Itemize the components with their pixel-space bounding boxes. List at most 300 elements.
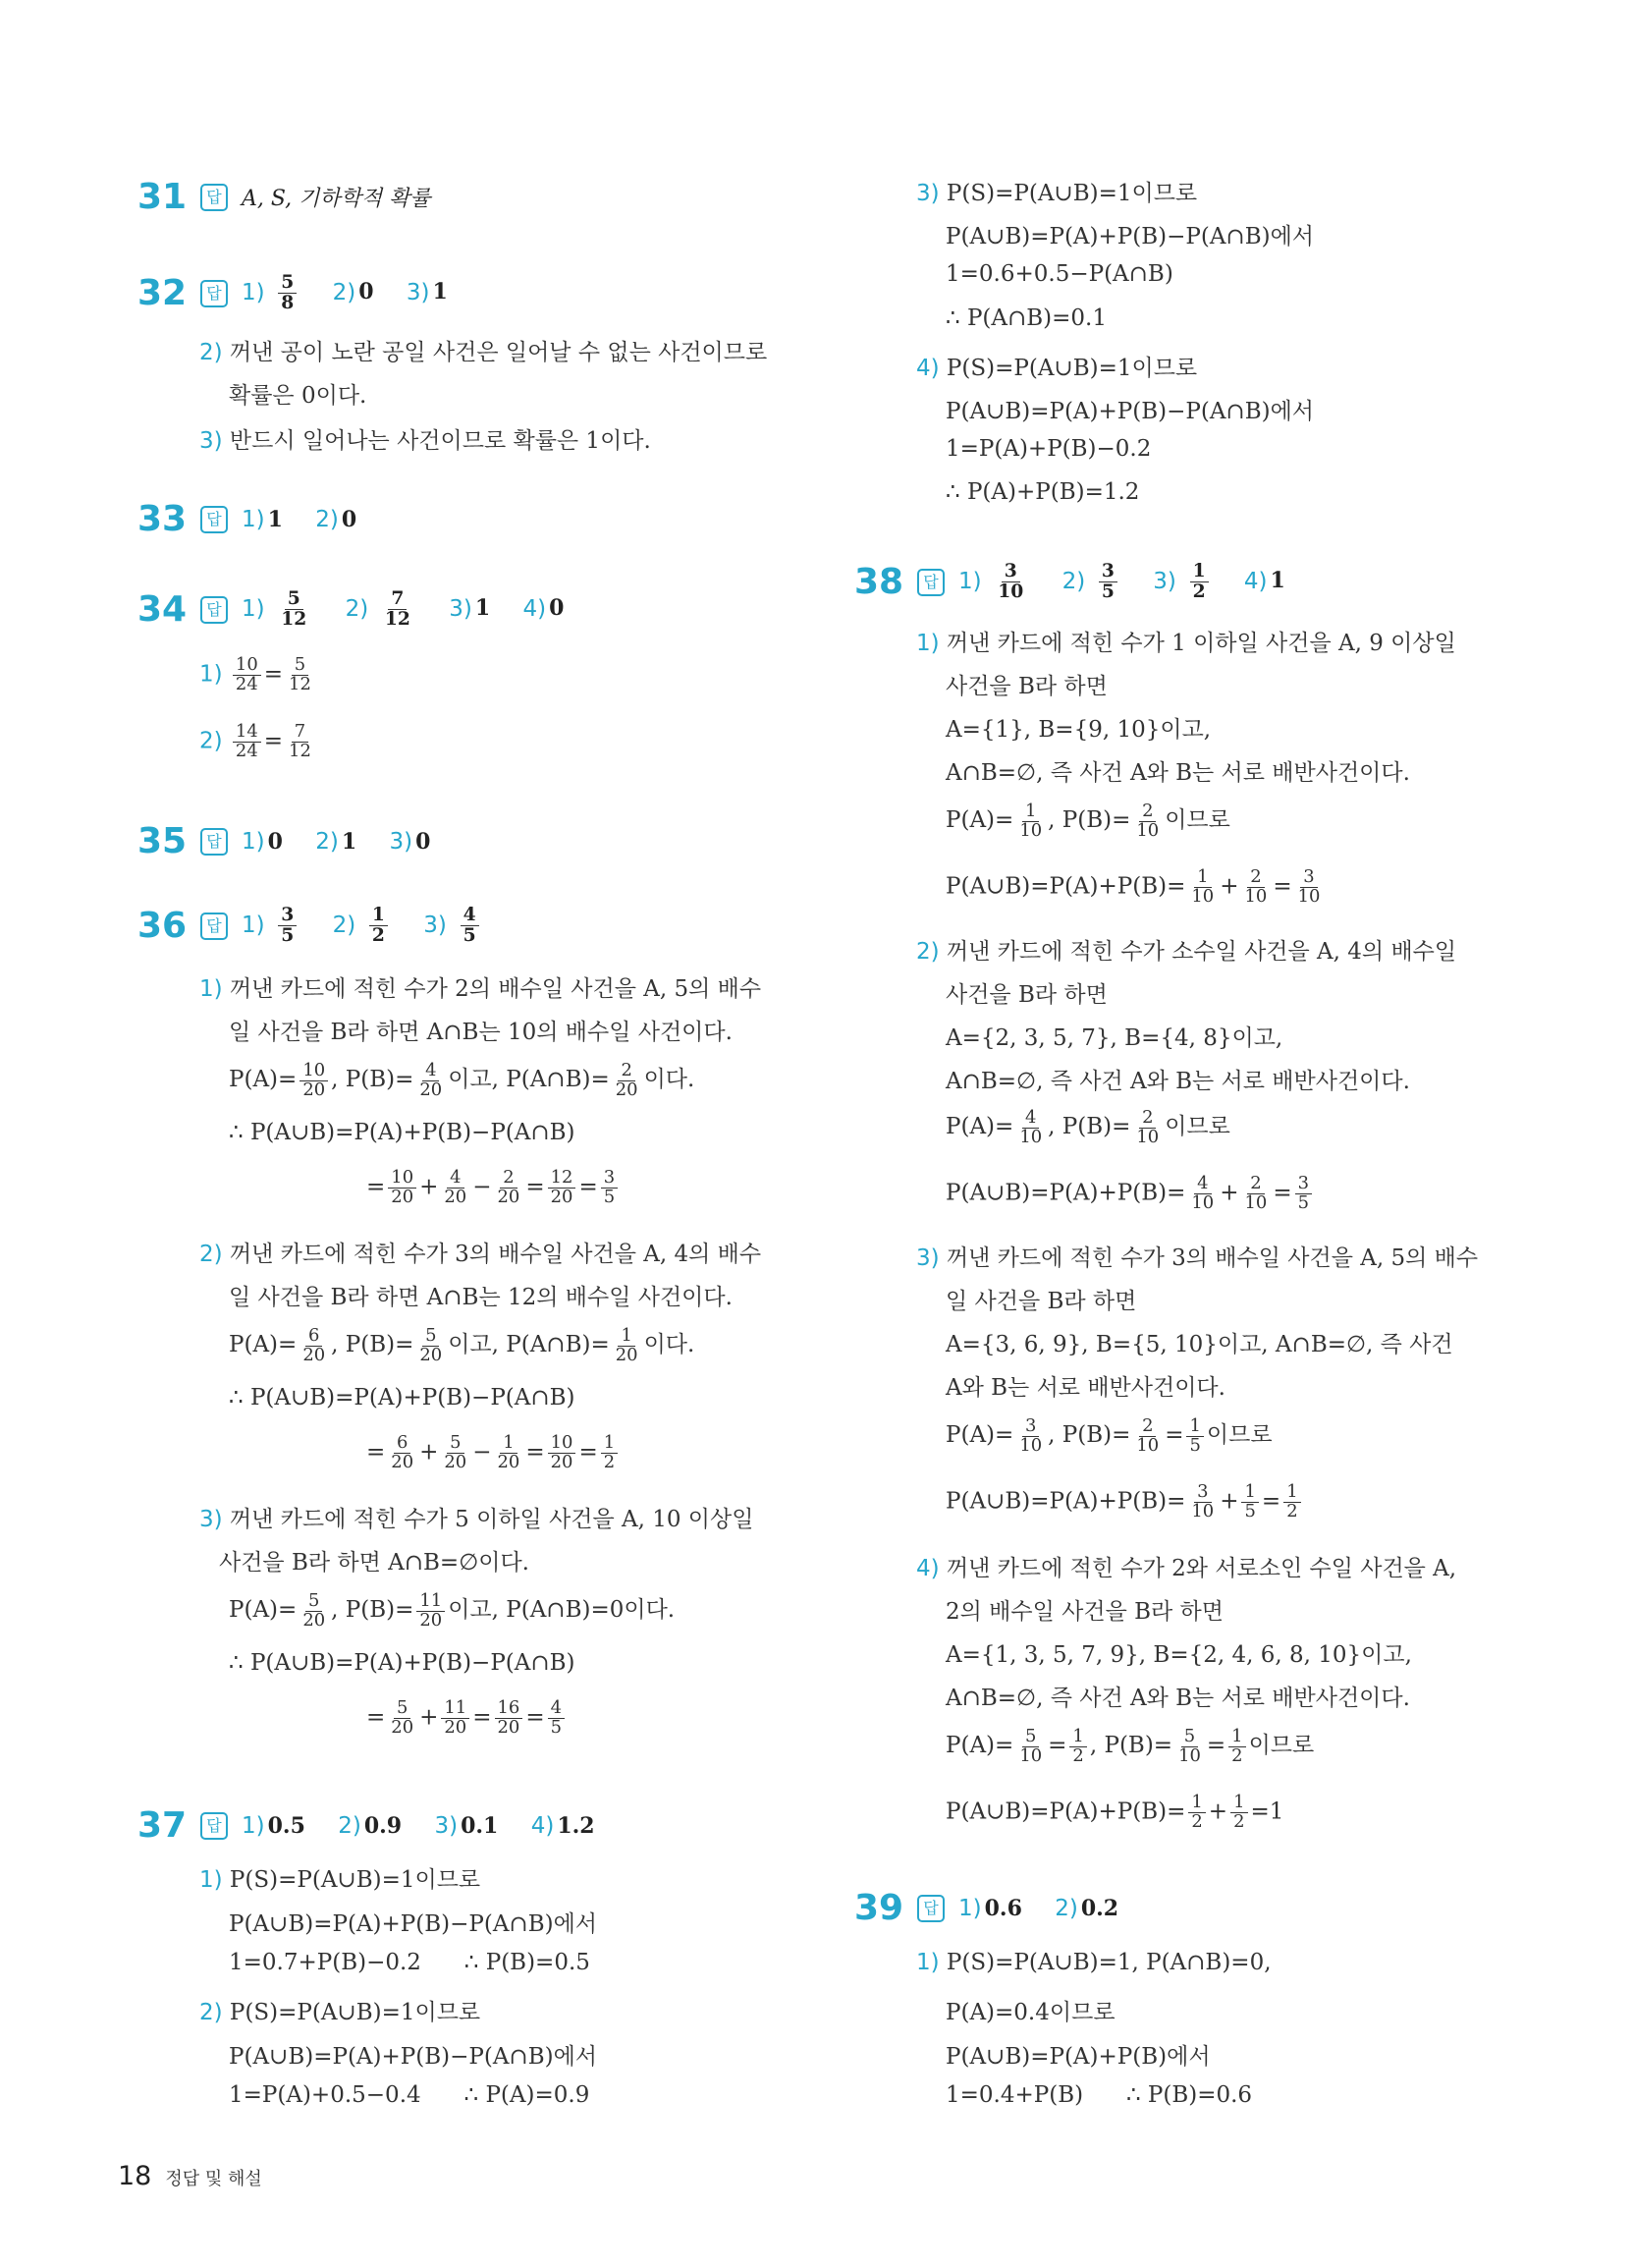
solution-line <box>229 1906 597 1938</box>
solution-label: 3) <box>199 1507 223 1532</box>
solution-line <box>916 625 1456 657</box>
fraction <box>601 1434 618 1472</box>
numerator: 16 <box>495 1699 523 1719</box>
denominator: 20 <box>391 1186 414 1207</box>
calculation-line <box>366 1169 621 1207</box>
solution-line <box>946 1994 1116 2026</box>
answer-list <box>242 507 356 532</box>
solution-line <box>946 218 1314 250</box>
denominator: 20 <box>497 1716 520 1738</box>
numerator: 3 <box>1194 1483 1211 1503</box>
denominator: 10 <box>1244 1191 1268 1213</box>
solution-text: 1=0.7+P(B)−0.2 ∴ P(B)=0.5 <box>229 1950 590 1975</box>
numerator: 3 <box>1022 1417 1039 1437</box>
fraction <box>1230 1794 1247 1832</box>
solution-text: P(A∪B)=P(A)+P(B)−P(A∩B)에서 <box>946 399 1315 424</box>
answer-label: 1) <box>242 1812 265 1839</box>
operator: + <box>1220 873 1239 900</box>
fraction <box>1133 1106 1162 1147</box>
denominator: 20 <box>444 1451 467 1472</box>
numerator: 3 <box>278 906 297 926</box>
numerator: 5 <box>305 1592 322 1612</box>
operator: = <box>525 1704 545 1731</box>
solution-line <box>946 436 1151 462</box>
denominator: 8 <box>281 292 295 313</box>
solution-line <box>946 1063 1410 1095</box>
fraction <box>286 656 314 694</box>
fraction <box>995 562 1026 601</box>
denominator: 5 <box>1101 581 1115 602</box>
solution-label: 1) <box>916 1950 940 1975</box>
solution-text: P(A∪B)=P(A)+P(B)−P(A∩B)에서 <box>946 224 1315 249</box>
denominator: 20 <box>391 1451 414 1472</box>
numerator: 5 <box>278 273 297 294</box>
answer-value: 0 <box>358 279 374 305</box>
solution-line <box>916 1240 1478 1272</box>
problem-37-header <box>137 1805 595 1846</box>
solution-line <box>916 350 1197 382</box>
solution-label: 1) <box>199 1867 223 1893</box>
denominator: 12 <box>289 740 311 761</box>
solution-line <box>946 1020 1282 1052</box>
problem-33-header <box>137 499 356 539</box>
solution-label: 1) <box>199 661 223 688</box>
solution-line <box>946 261 1173 287</box>
denominator: 10 <box>1244 885 1268 907</box>
text: 이므로 <box>1165 1114 1230 1139</box>
denominator: 10 <box>1191 1191 1215 1213</box>
solution-line <box>916 175 1197 207</box>
numerator: 5 <box>1181 1728 1198 1747</box>
denominator: 2 <box>1231 1744 1243 1766</box>
solution-line <box>946 1326 1453 1358</box>
numerator: 5 <box>394 1699 410 1719</box>
problem-number: 36 <box>137 906 188 946</box>
numerator: 1 <box>618 1327 634 1347</box>
fraction <box>1069 1725 1086 1766</box>
denominator: 5 <box>603 1186 616 1207</box>
calculation-line <box>946 1794 1283 1832</box>
denominator: 20 <box>419 1344 443 1365</box>
answer-label: 1) <box>242 279 265 305</box>
text: P(A)= <box>946 1733 1014 1758</box>
numerator: 3 <box>1295 1175 1312 1194</box>
solution-text: A={1, 3, 5, 7, 9}, B={2, 4, 6, 8, 10}이고, <box>946 1642 1412 1668</box>
operator: = <box>1165 1422 1184 1448</box>
denominator: 10 <box>1019 819 1043 841</box>
fraction <box>441 1169 469 1207</box>
numerator: 1 <box>1241 1483 1258 1503</box>
fraction <box>388 1699 416 1738</box>
fraction <box>548 1699 565 1738</box>
solution-text: 일 사건을 B라 하면 A∩B는 10의 배수일 사건이다. <box>229 1020 733 1045</box>
denominator: 5 <box>281 924 295 946</box>
solution-text: P(S)=P(A∪B)=1, P(A∩B)=0, <box>946 1950 1272 1975</box>
text: P(A)= <box>946 807 1014 833</box>
solution-text: P(S)=P(A∪B)=1이므로 <box>229 2000 481 2025</box>
numerator: 1 <box>1190 562 1209 582</box>
problem-number: 32 <box>137 273 188 313</box>
solution-text: 일 사건을 B라 하면 A∩B는 12의 배수일 사건이다. <box>229 1285 733 1310</box>
denominator: 2 <box>1233 1810 1245 1832</box>
solution-line <box>199 723 317 761</box>
denominator: 2 <box>1191 1810 1203 1832</box>
probability-line <box>229 1591 675 1630</box>
solution-line <box>946 305 1107 331</box>
operator: + <box>1208 1798 1228 1825</box>
numerator: 2 <box>1139 1417 1156 1437</box>
denominator: 12 <box>289 673 311 694</box>
answer-list <box>242 1813 595 1839</box>
denominator: 24 <box>235 740 258 761</box>
denominator: 10 <box>1136 1434 1160 1456</box>
fraction <box>1133 802 1162 841</box>
denominator: 10 <box>1191 885 1215 907</box>
calculation-line <box>946 1175 1315 1213</box>
solution-text: ∴ P(A∪B)=P(A)+P(B)−P(A∩B) <box>229 1385 575 1411</box>
text: , P(B)= <box>1048 1422 1131 1448</box>
problem-number: 38 <box>854 562 904 602</box>
answer-value: 0.6 <box>984 1895 1022 1921</box>
answer-tag-icon: 답 <box>200 280 228 307</box>
denominator: 20 <box>444 1186 467 1207</box>
solution-line <box>946 711 1211 744</box>
answer-label: 1) <box>242 828 265 855</box>
solution-text: P(A∪B)=P(A)+P(B)에서 <box>946 2044 1211 2070</box>
answer-label: 2) <box>315 506 339 532</box>
numerator: 2 <box>1139 802 1156 822</box>
numerator: 4 <box>1022 1109 1039 1129</box>
numerator: 3 <box>1300 868 1317 888</box>
fraction <box>495 1169 523 1207</box>
fraction <box>441 1699 469 1738</box>
solution-line <box>229 1950 590 1975</box>
answer-list <box>242 273 448 312</box>
solution-line <box>946 754 1410 787</box>
text: , P(B)= <box>1048 807 1131 833</box>
fraction <box>495 1699 523 1738</box>
solution-line <box>946 393 1314 425</box>
solution-line <box>219 1544 529 1577</box>
solution-text: ∴ P(A)+P(B)=1.2 <box>946 479 1140 505</box>
operator: = <box>578 1439 598 1466</box>
probability-line <box>946 1108 1230 1146</box>
numerator: 3 <box>1099 562 1117 582</box>
fraction <box>1016 1106 1045 1147</box>
answer-list <box>958 562 1285 601</box>
numerator: 5 <box>422 1327 439 1347</box>
answer-label: 4) <box>522 595 547 622</box>
solution-label: 2) <box>199 340 223 365</box>
solution-text: P(A∪B)=P(A)+P(B)−P(A∩B)에서 <box>229 2044 598 2070</box>
answer-label: 4) <box>1243 568 1268 594</box>
denominator: 2 <box>603 1451 616 1472</box>
denominator: 10 <box>1191 1500 1215 1521</box>
problem-32-header <box>137 273 448 313</box>
numerator: 1 <box>500 1434 517 1454</box>
denominator: 20 <box>302 1609 326 1631</box>
denominator: 10 <box>1019 1126 1043 1147</box>
fraction <box>1016 1725 1045 1766</box>
solution-text: 1=0.4+P(B) ∴ P(B)=0.6 <box>946 2082 1253 2108</box>
solution-line <box>946 668 1108 700</box>
denominator: 20 <box>444 1716 467 1738</box>
denominator: 20 <box>550 1186 573 1207</box>
operator: = <box>1273 873 1292 900</box>
fraction <box>1016 1414 1045 1456</box>
solution-line <box>946 1283 1136 1315</box>
denominator: 20 <box>615 1344 638 1365</box>
fraction <box>1133 1414 1162 1456</box>
operator: = <box>1261 1488 1281 1515</box>
denominator: 24 <box>235 673 258 694</box>
solution-text: P(S)=P(A∪B)=1이므로 <box>946 181 1198 206</box>
solution-text: 꺼낸 카드에 적힌 수가 2의 배수일 사건을 A, 5의 배수 <box>229 976 762 1002</box>
problem-number: 34 <box>137 589 188 630</box>
operator: = <box>366 1174 386 1200</box>
text: 이므로 <box>1165 807 1230 833</box>
answer-tag-icon: 답 <box>917 1895 945 1922</box>
solution-line <box>199 970 761 1003</box>
section-title: 정답 및 해설 <box>165 2169 262 2189</box>
solution-label: 4) <box>916 1556 940 1581</box>
fraction <box>278 906 297 945</box>
fraction <box>461 906 479 945</box>
fraction <box>1241 1175 1270 1213</box>
solution-text: 꺼낸 카드에 적힌 수가 3의 배수일 사건을 A, 5의 배수 <box>946 1245 1479 1271</box>
fraction <box>416 1589 445 1631</box>
numerator: 10 <box>548 1434 576 1454</box>
solution-text: 꺼낸 카드에 적힌 수가 5 이하일 사건을 A, 10 이상일 <box>229 1507 754 1532</box>
solution-text: A∩B=∅, 즉 사건 A와 B는 서로 배반사건이다. <box>946 1069 1410 1094</box>
text: , P(B)= <box>1048 1114 1131 1139</box>
solution-label: 3) <box>916 181 940 206</box>
solution-label: 2) <box>199 728 223 754</box>
solution-text: 일 사건을 B라 하면 <box>946 1289 1137 1314</box>
solution-line <box>946 1680 1410 1712</box>
text: , P(B)= <box>331 1067 414 1092</box>
numerator: 6 <box>394 1434 410 1454</box>
operator: = <box>525 1174 545 1200</box>
problem-36-header <box>137 906 482 946</box>
answer-label: 3) <box>434 1812 459 1839</box>
answer-label: 4) <box>530 1812 555 1839</box>
fraction <box>548 1169 576 1207</box>
numerator: 4 <box>422 1062 439 1081</box>
numerator: 1 <box>1228 1728 1245 1747</box>
text: P(A)= <box>229 1597 298 1623</box>
solution-label: 2) <box>916 939 940 965</box>
solution-line <box>229 1120 575 1145</box>
fraction <box>278 273 297 312</box>
numerator: 5 <box>1022 1728 1039 1747</box>
answer-value: 0 <box>267 828 283 855</box>
solution-line <box>916 1550 1456 1582</box>
numerator: 6 <box>305 1327 322 1347</box>
fraction <box>495 1434 523 1472</box>
solution-line <box>199 1501 753 1533</box>
solution-text: A={1}, B={9, 10}이고, <box>946 717 1212 743</box>
operator: = <box>1206 1733 1226 1758</box>
fraction <box>1283 1483 1300 1521</box>
answer-label: 3) <box>1153 568 1176 594</box>
solution-text: A={3, 6, 9}, B={5, 10}이고, A∩B=∅, 즉 사건 <box>946 1332 1453 1357</box>
answer-tag-icon: 답 <box>200 596 228 624</box>
answer-label: 3) <box>449 595 472 622</box>
denominator: 5 <box>1189 1434 1201 1456</box>
probability-line <box>946 1416 1273 1455</box>
numerator: 10 <box>388 1169 416 1189</box>
denominator: 10 <box>1136 819 1160 841</box>
denominator: 2 <box>1072 1744 1084 1766</box>
solution-line <box>946 2082 1252 2108</box>
solution-line <box>229 2082 589 2108</box>
text: P(A)= <box>946 1114 1014 1139</box>
answer-label: 2) <box>1055 1895 1078 1921</box>
solution-line <box>199 1994 480 2026</box>
text: 이다. <box>643 1332 695 1357</box>
text: , P(B)= <box>331 1597 414 1623</box>
solution-line <box>229 1279 733 1311</box>
numerator: 1 <box>1188 1794 1205 1813</box>
fraction <box>613 1324 641 1365</box>
text: 이고, P(A∩B)= <box>448 1332 610 1357</box>
page-footer <box>118 2161 262 2191</box>
answer-label: 1) <box>242 506 265 532</box>
numerator: 10 <box>233 656 261 676</box>
answer-value: 1 <box>474 595 491 622</box>
solution-text: A∩B=∅, 즉 사건 A와 B는 서로 배반사건이다. <box>946 1686 1410 1711</box>
fraction <box>1190 562 1209 601</box>
solution-line <box>229 377 366 410</box>
answer-label: 2) <box>1061 568 1086 594</box>
answer-value: 1 <box>267 506 283 532</box>
fraction <box>388 1434 416 1472</box>
text: 이고, P(A∩B)=0이다. <box>448 1597 676 1623</box>
operator: + <box>1220 1488 1239 1515</box>
numerator: 4 <box>548 1699 565 1719</box>
numerator: 2 <box>1247 868 1264 888</box>
denominator: 5 <box>550 1716 563 1738</box>
numerator: 1 <box>369 906 388 926</box>
fraction <box>1241 1483 1258 1521</box>
answer-label: 3) <box>423 912 447 938</box>
text: , P(B)= <box>331 1332 414 1357</box>
denominator: 20 <box>302 1079 326 1100</box>
problem-number: 35 <box>137 821 188 861</box>
solution-label: 3) <box>199 428 223 454</box>
denominator: 2 <box>1192 581 1206 602</box>
numerator: 1 <box>1230 1794 1247 1813</box>
operator: − <box>472 1174 492 1200</box>
numerator: 3 <box>601 1169 618 1189</box>
denominator: 2 <box>371 924 385 946</box>
calculation-line <box>946 868 1326 907</box>
answer-label: 1) <box>242 595 265 622</box>
solution-label: 2) <box>199 1242 223 1267</box>
solution-line <box>946 2038 1211 2071</box>
numerator: 4 <box>1194 1175 1211 1194</box>
fraction <box>1188 1794 1205 1832</box>
fraction <box>1186 1414 1203 1456</box>
answer-label: 3) <box>389 828 413 855</box>
operator: + <box>419 1174 439 1200</box>
numerator: 1 <box>1022 802 1039 822</box>
solution-label: 3) <box>916 1245 940 1271</box>
solution-line <box>946 479 1139 505</box>
text: P(A)= <box>946 1422 1014 1448</box>
answer-value: 0.1 <box>461 1812 499 1839</box>
denominator: 10 <box>1019 1744 1043 1766</box>
text: 이므로 <box>1248 1733 1315 1758</box>
numerator: 14 <box>233 723 261 743</box>
problem-35-header <box>137 821 430 861</box>
solution-text: 1=0.6+0.5−P(A∩B) <box>946 261 1173 287</box>
numerator: 2 <box>1139 1109 1156 1129</box>
solution-text: 꺼낸 카드에 적힌 수가 1 이하일 사건을 A, 9 이상일 <box>946 631 1456 656</box>
denominator: 10 <box>998 581 1024 602</box>
denominator: 20 <box>419 1609 443 1631</box>
numerator: 12 <box>548 1169 576 1189</box>
fraction <box>369 906 388 945</box>
solution-label: 1) <box>199 976 223 1002</box>
solution-line <box>199 1861 480 1894</box>
numerator: 1 <box>1069 1728 1086 1747</box>
problem-39-header <box>854 1888 1118 1928</box>
answer-value: 1 <box>432 279 448 305</box>
answer-value: 0.9 <box>363 1812 403 1839</box>
text: 이므로 <box>1206 1422 1273 1448</box>
answer-list <box>958 1896 1118 1921</box>
text: P(A)= <box>229 1332 298 1357</box>
solution-line <box>199 656 317 694</box>
numerator: 4 <box>461 906 479 926</box>
numerator: 2 <box>618 1062 634 1081</box>
answer-value: 0 <box>341 506 357 532</box>
answer-tag-icon: 답 <box>200 913 228 940</box>
fraction <box>1228 1725 1245 1766</box>
solution-line <box>229 1650 575 1676</box>
problem-38-header <box>854 562 1285 602</box>
solution-label: 4) <box>916 356 940 381</box>
fraction <box>233 723 261 761</box>
operator: = <box>578 1174 598 1200</box>
answer-tag-icon: 답 <box>917 569 945 596</box>
calculation-line <box>946 1483 1304 1521</box>
answer-value: 1 <box>341 828 357 855</box>
answer-label: 1) <box>242 912 265 938</box>
answer-tag-icon: 답 <box>200 184 228 211</box>
calculation-line <box>366 1699 568 1738</box>
solution-text: 사건을 B라 하면 A∩B=∅이다. <box>219 1550 529 1576</box>
answer-value: 1 <box>1270 568 1285 594</box>
fraction <box>233 656 261 694</box>
solution-line <box>229 1014 733 1046</box>
problem-number: 31 <box>137 177 188 217</box>
denominator: 20 <box>497 1451 520 1472</box>
numerator: 1 <box>1194 868 1211 888</box>
problem-number: 39 <box>854 1888 904 1928</box>
solution-line <box>916 1950 1272 1975</box>
fraction <box>416 1324 445 1365</box>
fraction <box>278 589 309 629</box>
solution-line <box>229 1385 575 1411</box>
numerator: 5 <box>292 656 308 676</box>
solution-text: 2의 배수일 사건을 B라 하면 <box>946 1599 1224 1625</box>
denominator: 5 <box>1297 1191 1310 1213</box>
operator: − <box>472 1439 492 1466</box>
answer-tag-icon: 답 <box>200 828 228 856</box>
